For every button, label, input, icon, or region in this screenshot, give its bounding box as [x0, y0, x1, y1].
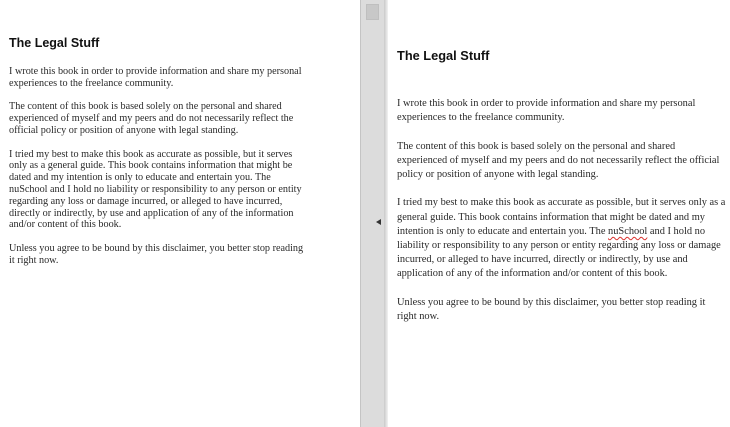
preview-pane — [0, 0, 360, 427]
editor-paragraph[interactable]: Unless you agree to be bound by this disclaimer, you better stop reading it right now. — [397, 296, 706, 322]
editor-paragraph[interactable] — [397, 196, 727, 281]
pane-splitter[interactable] — [360, 0, 386, 427]
editor-pane[interactable] — [388, 0, 730, 427]
editor-body[interactable] — [397, 97, 727, 338]
preview-paragraph: The content of this book is based solely on the personal and shared experienced of myself and my peers and do not necessarily reflect the official policy or position of anyone with legal standing. — [9, 101, 294, 136]
misspelled-word[interactable]: nuSchool — [608, 225, 648, 237]
editor-paragraph[interactable]: The content of this book is based solely on the personal and shared experienced of myself and my peers and do not necessarily reflect the official policy or position of anyone with legal standing. — [397, 140, 720, 180]
preview-body — [9, 66, 309, 278]
editor-paragraph[interactable]: I wrote this book in order to provide information and share my personal experiences to the freelance community. — [397, 98, 696, 124]
preview-paragraph: I tried my best to make this book as accurate as possible, but it serves only as a general guide. This book contains information that might be dated and my intention is only to educate and entertain you. The nuSchool and I hold no liability or responsibility to any person or entity regarding any loss or damage incurred, or alleged to have incurred, directly or indirectly, by use and application of any of the information and/or content of this book. — [9, 148, 302, 231]
chevron-left-icon[interactable] — [376, 219, 381, 225]
preview-paragraph: I wrote this book in order to provide information and share my personal experiences to the freelance community. — [9, 66, 302, 89]
preview-title: The Legal Stuff — [9, 36, 100, 50]
editor-text-run: and I hold no liability or responsibility to any person or entity regarding any loss or damage incurred, or alleged to have incurred, directly or indirectly, by use and application of any of the information and/or content of this book. — [397, 225, 721, 280]
editor-text-run: I tried my best to make this book as accurate as possible, but it serves only as a general guide. This book contains information that might be dated and my intention is only to educate and entertain you. The — [397, 197, 726, 237]
preview-paragraph: Unless you agree to be bound by this disclaimer, you better stop reading it right now. — [9, 242, 304, 266]
scrollbar-thumb[interactable] — [366, 4, 379, 20]
editor-title[interactable]: The Legal Stuff — [397, 48, 490, 63]
